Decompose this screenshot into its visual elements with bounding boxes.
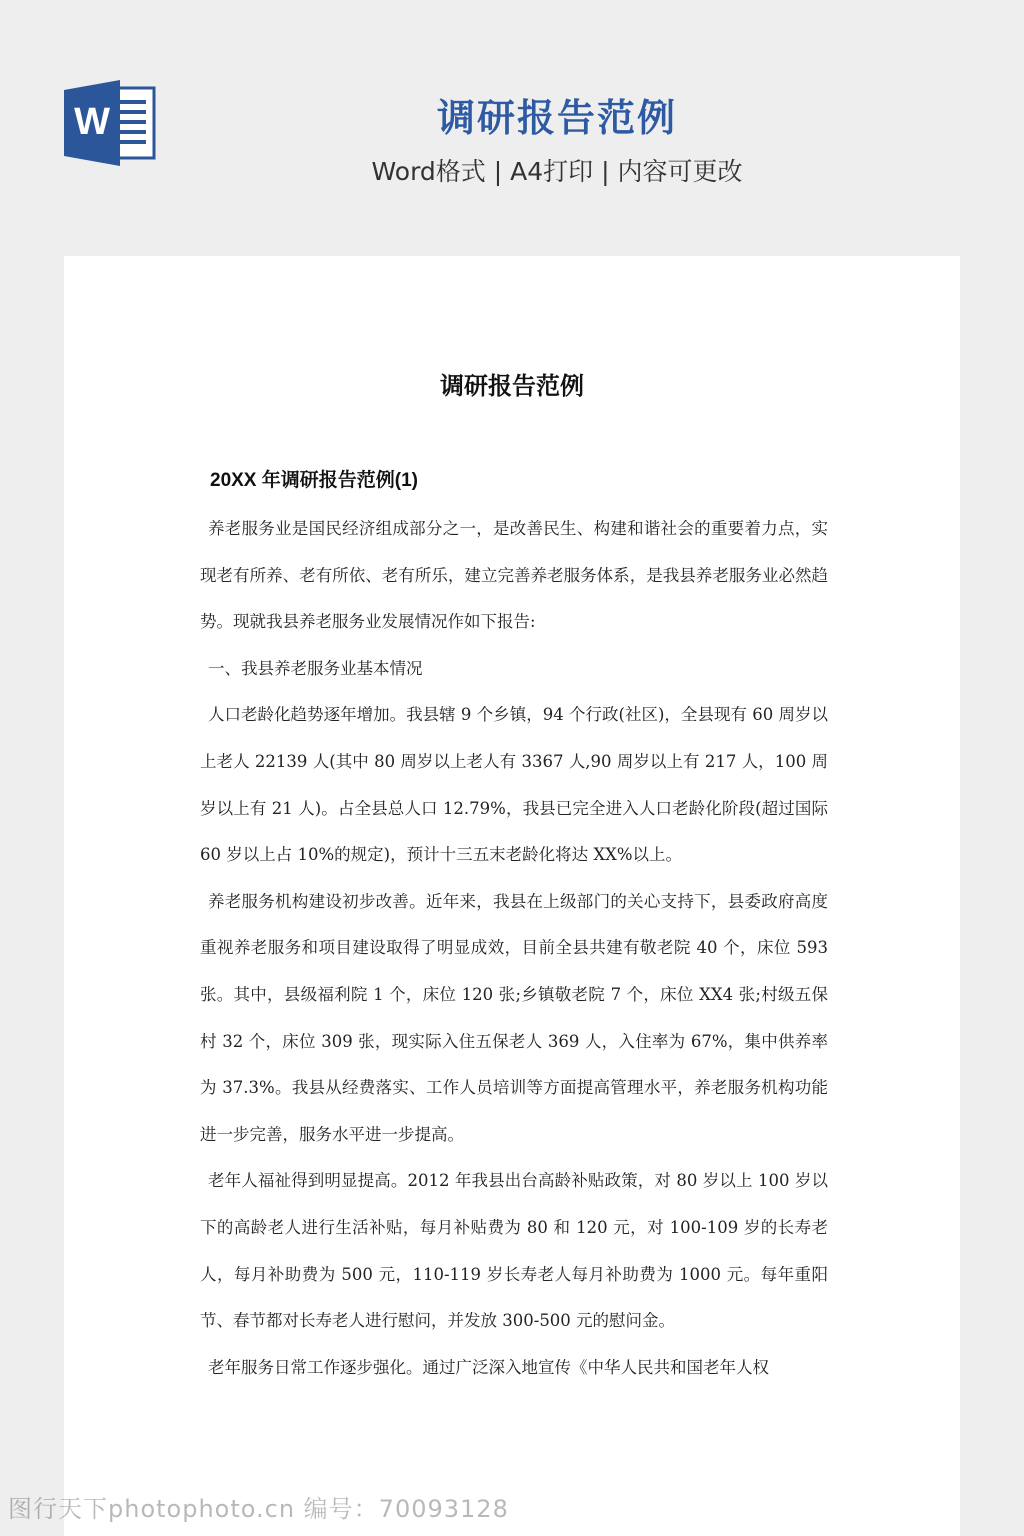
watermark-text: 图行天下photophoto.cn 编号：70093128	[8, 1495, 509, 1523]
word-logo-letter: W	[74, 101, 110, 143]
banner-subtitle: Word格式 | A4打印 | 内容可更改	[371, 157, 743, 186]
document-title: 调研报告范例	[440, 371, 584, 400]
word-document-icon	[64, 80, 156, 166]
document-page	[64, 256, 960, 1536]
document-subheading: 20XX 年调研报告范例(1)	[210, 470, 418, 491]
paragraph: 养老服务业是国民经济组成部分之一，是改善民生、构建和谐社会的重要着力点，实现老有所养、老有所依、老有所乐，建立完善养老服务体系，是我县养老服务业必然趋势。现就我县养老服务业发展情况作如下报告:	[200, 519, 828, 632]
paragraph: 养老服务机构建设初步改善。近年来，我县在上级部门的关心支持下，县委政府高度重视养老服务和项目建设取得了明显成效，目前全县共建有敬老院 40 个，床位 593 张。其中，县级福利院 1 个，床位 120 张;乡镇敬老院 7 个，床位 XX4 张;村级五保村 32 个，床位 309 张，现实际入住五保老人 369 人，入住率为 67%，集中供养率为 37.3%。我县从经费落实、工作人员培训等方面提高管理水平，养老服务机构功能进一步完善，服务水平进一步提高。	[200, 891, 828, 1144]
banner-header	[0, 0, 1024, 230]
paragraph: 老年服务日常工作逐步强化。通过广泛深入地宣传《中华人民共和国老年人权	[208, 1357, 769, 1377]
document-body	[200, 506, 828, 1391]
banner-title: 调研报告范例	[436, 96, 677, 140]
paragraph: 老年人福祉得到明显提高。2012 年我县出台高龄补贴政策，对 80 岁以上 100 岁以下的高龄老人进行生活补贴，每月补贴费为 80 和 120 元，对 100-109 岁的长寿老人，每月补助费为 500 元，110-119 岁长寿老人每月补助费为 1000 元。每年重阳节、春节都对长寿老人进行慰问，并发放 300-500 元的慰问金。	[200, 1171, 828, 1331]
section-heading: 一、我县养老服务业基本情况	[208, 658, 423, 678]
paragraph: 人口老龄化趋势逐年增加。我县辖 9 个乡镇，94 个行政(社区)，全县现有 60 周岁以上老人 22139 人(其中 80 周岁以上老人有 3367 人,90 周岁以上有 217 人，100 周岁以上有 21 人)。占全县总人口 12.79%，我县已完全进入人口老龄化阶段(超过国际 60 岁以上占 10%的规定)，预计十三五末老龄化将达 XX%以上。	[200, 705, 828, 865]
